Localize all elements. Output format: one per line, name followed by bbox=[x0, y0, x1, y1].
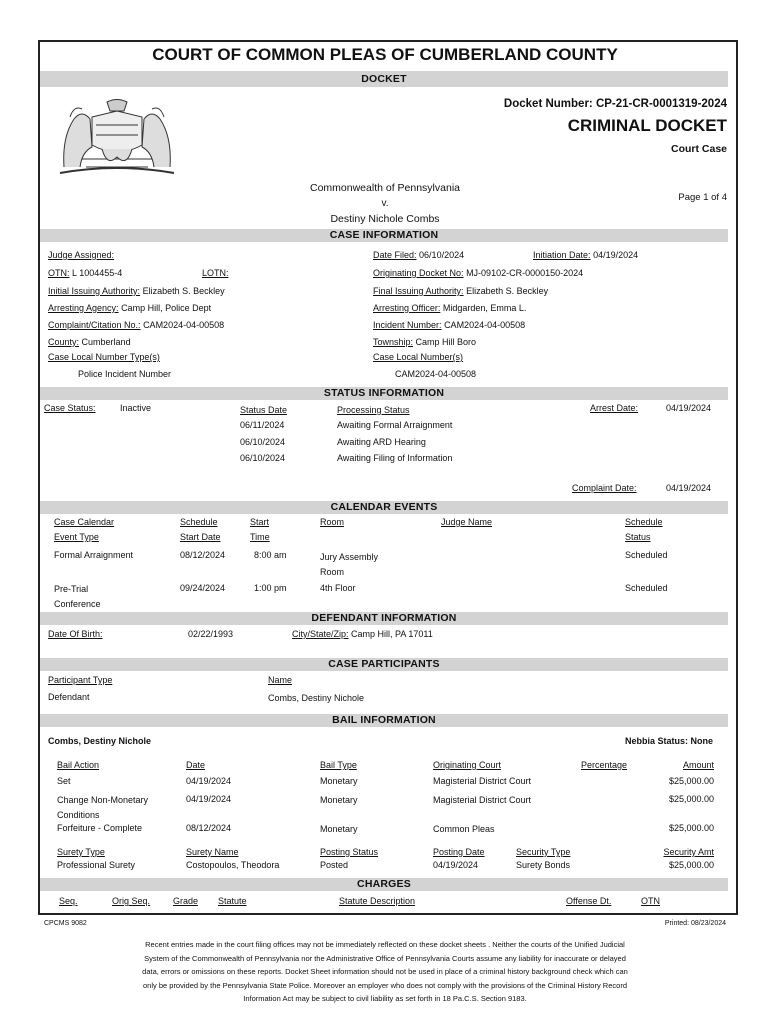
caption-line1: Commonwealth of Pennsylvania bbox=[310, 182, 460, 194]
form-id: CPCMS 9082 bbox=[44, 920, 87, 927]
charge-statute-header: Statute bbox=[218, 896, 247, 906]
orig-docket bbox=[373, 268, 583, 278]
bail-row-action: Forfeiture - Complete bbox=[57, 823, 143, 833]
security-amt-header: Security Amt bbox=[663, 847, 714, 857]
arresting-agency bbox=[48, 303, 211, 313]
city-state-zip bbox=[292, 629, 433, 639]
complaint-date-value: 04/19/2024 bbox=[666, 483, 712, 493]
arresting-officer bbox=[373, 303, 526, 313]
township-label: Township: bbox=[373, 337, 414, 347]
nebbia-status: Nebbia Status: None bbox=[624, 736, 713, 746]
processing-status-label: Processing Status bbox=[337, 405, 410, 415]
bail-row-type: Monetary bbox=[320, 795, 358, 805]
charge-orig-seq-header: Orig Seq. bbox=[112, 896, 151, 906]
judge-label: Judge Assigned: bbox=[48, 250, 115, 260]
bail-information-band: BAIL INFORMATION bbox=[40, 714, 728, 727]
dob-label: Date Of Birth: bbox=[48, 629, 103, 639]
local-type-label: Case Local Number Type(s) bbox=[48, 352, 160, 362]
complaint-label: Complaint/Citation No.: bbox=[48, 320, 141, 330]
bail-row-date: 04/19/2024 bbox=[186, 794, 232, 804]
arresting-officer-value: Midgarden, Emma L. bbox=[442, 303, 527, 313]
calendar-event-room: 4th Floor bbox=[320, 583, 356, 593]
calendar-event-room: Room bbox=[320, 567, 345, 577]
bail-row-court: Magisterial District Court bbox=[433, 776, 532, 786]
arresting-officer-label: Arresting Officer: bbox=[373, 303, 441, 313]
posting-date: 04/19/2024 bbox=[433, 860, 479, 870]
disclaimer bbox=[40, 938, 730, 1006]
docket-number: Docket Number: CP-21-CR-0001319-2024 bbox=[503, 98, 727, 110]
arresting-agency-value: Camp Hill, Police Dept bbox=[121, 303, 212, 313]
calendar-schedule-header: Start Date bbox=[180, 532, 221, 542]
disclaimer-line: Recent entries made in the court filing offices may not be immediately reflected on these docket sheets . Neither the courts of the Unified Judicial bbox=[145, 940, 625, 949]
initiation-value: 04/19/2024 bbox=[593, 250, 639, 260]
bail-court-header: Originating Court bbox=[433, 760, 502, 770]
calendar-event-room: Jury Assembly bbox=[320, 552, 379, 562]
calendar-event-status: Scheduled bbox=[625, 550, 668, 560]
status-date-label: Status Date bbox=[240, 405, 288, 415]
otn bbox=[48, 268, 122, 278]
bail-row-date: 08/12/2024 bbox=[186, 823, 232, 833]
date-filed bbox=[373, 250, 464, 260]
bail-row-amount: $25,000.00 bbox=[668, 823, 714, 833]
docket-band: DOCKET bbox=[40, 71, 728, 87]
participant-name-label: Name bbox=[268, 675, 293, 685]
status-row-date: 06/10/2024 bbox=[240, 453, 286, 463]
date-filed-label: Date Filed: bbox=[373, 250, 417, 260]
calendar-type-header: Event Type bbox=[54, 532, 99, 542]
local-number-label: Case Local Number(s) bbox=[373, 352, 464, 362]
dob-value: 02/22/1993 bbox=[188, 629, 234, 639]
bail-type-header: Bail Type bbox=[320, 760, 357, 770]
surety-name: Costopoulos, Theodora bbox=[186, 860, 280, 870]
calendar-event-type: Conference bbox=[54, 599, 101, 609]
status-row-status: Awaiting Formal Arraignment bbox=[337, 420, 453, 430]
county bbox=[48, 337, 131, 347]
case-status-value: Inactive bbox=[120, 403, 152, 413]
surety-type: Professional Surety bbox=[57, 860, 136, 870]
case-information-band: CASE INFORMATION bbox=[40, 229, 728, 242]
disclaimer-line: only be provided by the Pennsylvania State Police. Moreover an employer who does not comply with the provisions of the Criminal History Record bbox=[143, 980, 627, 990]
bail-row-action: Change Non-Monetary bbox=[57, 795, 149, 805]
calendar-status-header: Status bbox=[625, 532, 651, 542]
status-row-status: Awaiting ARD Hearing bbox=[337, 437, 426, 447]
complaint-date-label: Complaint Date: bbox=[572, 483, 637, 493]
county-value: Cumberland bbox=[81, 337, 131, 347]
bail-row-type: Monetary bbox=[320, 824, 358, 834]
surety-name-header: Surety Name bbox=[186, 847, 239, 857]
otn-label: OTN: bbox=[48, 268, 70, 278]
bail-percentage-header: Percentage bbox=[581, 760, 628, 770]
calendar-event-status: Scheduled bbox=[625, 583, 668, 593]
calendar-event-date: 09/24/2024 bbox=[180, 583, 226, 593]
disclaimer-line: data, errors or omissions on these reports. Docket Sheet information should not be used in place of a criminal history background check which can bbox=[142, 967, 628, 976]
calendar-event-time: 1:00 pm bbox=[254, 583, 287, 593]
calendar-event-time: 8:00 am bbox=[254, 550, 287, 560]
final-authority-value: Elizabeth S. Beckley bbox=[466, 286, 549, 296]
township-value: Camp Hill Boro bbox=[415, 337, 477, 347]
calendar-event-date: 08/12/2024 bbox=[180, 550, 226, 560]
calendar-start-header: Time bbox=[250, 532, 270, 542]
local-type-value: Police Incident Number bbox=[78, 369, 172, 379]
calendar-start-header: Start bbox=[250, 517, 270, 527]
orig-docket-value: MJ-09102-CR-0000150-2024 bbox=[466, 268, 584, 278]
bail-row-court: Magisterial District Court bbox=[433, 795, 532, 805]
status-row-date: 06/10/2024 bbox=[240, 437, 286, 447]
caption-line3: Destiny Nichole Combs bbox=[330, 213, 440, 225]
bail-action-header: Bail Action bbox=[57, 760, 100, 770]
final-authority bbox=[373, 286, 548, 296]
otn-value: L 1004455-4 bbox=[72, 268, 123, 278]
case-participants-band: CASE PARTICIPANTS bbox=[40, 658, 728, 671]
county-label: County: bbox=[48, 337, 80, 347]
participant-type-label: Participant Type bbox=[48, 675, 113, 685]
calendar-status-header: Schedule bbox=[625, 517, 663, 527]
participant-type: Defendant bbox=[48, 692, 90, 702]
bail-person: Combs, Destiny Nichole bbox=[48, 736, 152, 746]
participant-name: Combs, Destiny Nichole bbox=[268, 693, 365, 703]
bail-row-action: Conditions bbox=[57, 810, 100, 820]
charge-grade-header: Grade bbox=[173, 896, 199, 906]
calendar-judge-header: Judge Name bbox=[441, 517, 493, 527]
charges-band: CHARGES bbox=[40, 878, 728, 891]
printed-date: Printed: 08/23/2024 bbox=[664, 920, 726, 927]
arrest-date-label: Arrest Date: bbox=[590, 403, 639, 413]
calendar-event-type: Formal Arraignment bbox=[54, 550, 134, 560]
township bbox=[373, 337, 476, 347]
initial-authority-value: Elizabeth S. Beckley bbox=[142, 286, 225, 296]
city-state-zip-value: Camp Hill, PA 17011 bbox=[351, 629, 433, 639]
status-information-band: STATUS INFORMATION bbox=[40, 387, 728, 400]
complaint-number bbox=[48, 320, 224, 330]
calendar-events-band: CALENDAR EVENTS bbox=[40, 501, 728, 514]
calendar-schedule-header: Schedule bbox=[180, 517, 218, 527]
incident-label: Incident Number: bbox=[373, 320, 442, 330]
bail-row-court: Common Pleas bbox=[433, 824, 495, 834]
bail-row-date: 04/19/2024 bbox=[186, 776, 232, 786]
complaint-value: CAM2024-04-00508 bbox=[143, 320, 225, 330]
calendar-type-header: Case Calendar bbox=[54, 517, 115, 527]
charge-description-header: Statute Description bbox=[339, 896, 416, 906]
final-authority-label: Final Issuing Authority: bbox=[373, 286, 464, 296]
initial-authority bbox=[48, 286, 225, 296]
arrest-date-value: 04/19/2024 bbox=[666, 403, 712, 413]
initial-authority-label: Initial Issuing Authority: bbox=[48, 286, 141, 296]
initiation-date bbox=[533, 250, 638, 260]
pennsylvania-seal-icon bbox=[52, 97, 182, 179]
security-amt: $25,000.00 bbox=[668, 860, 714, 870]
initiation-label: Initiation Date: bbox=[533, 250, 591, 260]
court-title: COURT OF COMMON PLEAS OF CUMBERLAND COUNTY bbox=[152, 45, 618, 64]
caption-v: v. bbox=[381, 198, 389, 209]
bail-amount-header: Amount bbox=[682, 760, 714, 770]
calendar-event-type: Pre-Trial bbox=[54, 584, 89, 594]
status-row-date: 06/11/2024 bbox=[240, 420, 285, 430]
bail-row-amount: $25,000.00 bbox=[668, 794, 714, 804]
page-number: Page 1 of 4 bbox=[678, 192, 727, 203]
charge-seq-header: Seq. bbox=[59, 896, 78, 906]
date-filed-value: 06/10/2024 bbox=[419, 250, 465, 260]
city-state-zip-label: City/State/Zip: bbox=[292, 629, 349, 639]
bail-row-action: Set bbox=[57, 776, 71, 786]
case-kind: Court Case bbox=[670, 143, 727, 155]
bail-row-amount: $25,000.00 bbox=[668, 776, 714, 786]
bail-row-type: Monetary bbox=[320, 776, 358, 786]
arresting-agency-label: Arresting Agency: bbox=[48, 303, 119, 313]
calendar-room-header: Room bbox=[320, 517, 345, 527]
security-type: Surety Bonds bbox=[516, 860, 571, 870]
security-type-header: Security Type bbox=[516, 847, 571, 857]
case-status-label: Case Status: bbox=[44, 403, 96, 413]
posting-date-header: Posting Date bbox=[433, 847, 485, 857]
charge-offense-date-header: Offense Dt. bbox=[566, 896, 612, 906]
lotn-label: LOTN: bbox=[202, 268, 229, 278]
status-row-status: Awaiting Filing of Information bbox=[337, 453, 453, 463]
incident-number bbox=[373, 320, 525, 330]
incident-value: CAM2024-04-00508 bbox=[444, 320, 526, 330]
surety-type-header: Surety Type bbox=[57, 847, 105, 857]
charge-otn-header: OTN bbox=[641, 896, 660, 906]
disclaimer-line: System of the Commonwealth of Pennsylvania nor the Administrative Office of Pennsylvania Courts assume any liability for inaccurate or delayed bbox=[144, 953, 626, 963]
disclaimer-line: Information Act may be subject to civil liability as set forth in 18 Pa.C.S. Section 9183. bbox=[243, 994, 527, 1003]
local-number-value: CAM2024-04-00508 bbox=[395, 369, 477, 379]
posting-status-header: Posting Status bbox=[320, 847, 379, 857]
bail-date-header: Date bbox=[186, 760, 206, 770]
posting-status: Posted bbox=[320, 860, 349, 870]
orig-docket-label: Originating Docket No: bbox=[373, 268, 464, 278]
defendant-information-band: DEFENDANT INFORMATION bbox=[40, 612, 728, 625]
docket-type: CRIMINAL DOCKET bbox=[567, 116, 727, 135]
